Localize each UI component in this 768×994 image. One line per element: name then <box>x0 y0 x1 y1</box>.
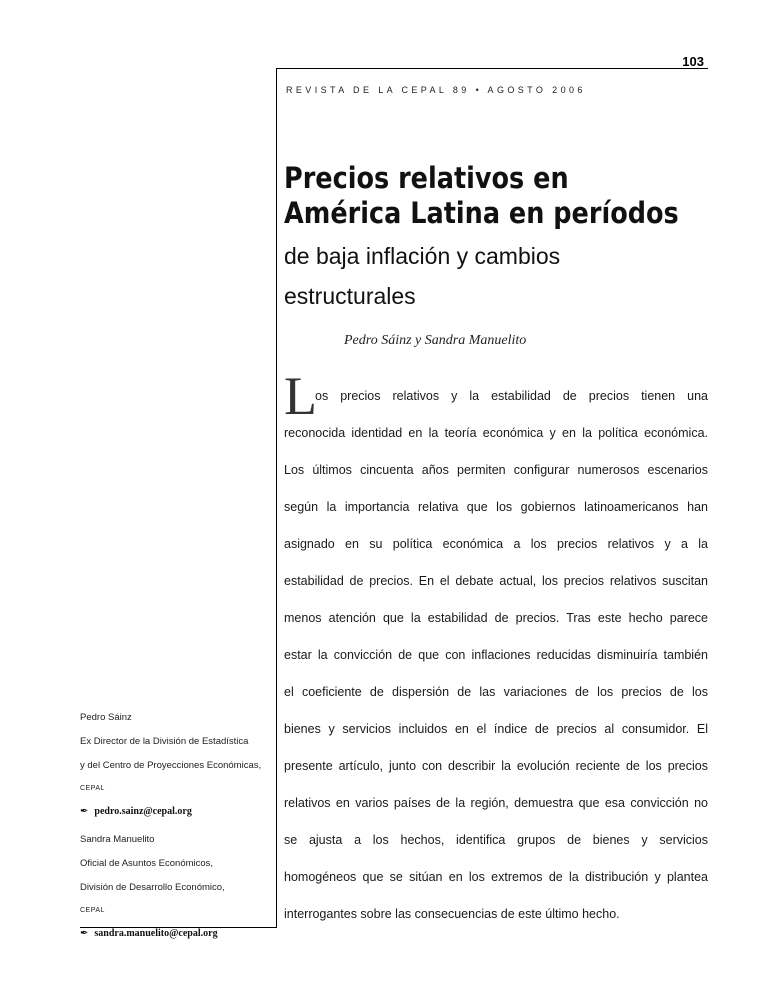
author-note-org: CEPAL <box>80 785 105 792</box>
abstract-line: asignado en su política económica a los precios relativos y a la <box>284 537 708 551</box>
author-note-name: Sandra Manuelito <box>80 834 155 845</box>
author-note-email[interactable] <box>80 806 192 817</box>
pen-icon: ✒ <box>80 928 89 939</box>
abstract-line: estar la convicción de que con inflaciones reducidas disminuiría también <box>284 648 708 662</box>
title-line-1: Precios relativos en <box>284 161 569 195</box>
abstract-line: se ajusta a los hechos, identifica grupos de bienes y servicios <box>284 833 708 847</box>
author-note-role: Ex Director de la División de Estadística <box>80 736 249 747</box>
page-number: 103 <box>682 54 704 69</box>
subtitle-line-1: de baja inflación y cambios <box>284 243 561 269</box>
pen-icon: ✒ <box>80 806 89 817</box>
email-link[interactable]: pedro.sainz@cepal.org <box>94 806 192 817</box>
author-note-org: CEPAL <box>80 907 105 914</box>
author-note-name: Pedro Sáinz <box>80 712 132 723</box>
abstract-line: os precios relativos y la estabilidad de precios tienen una <box>315 389 708 403</box>
author-note-role: División de Desarrollo Económico, <box>80 882 225 893</box>
article-subtitle <box>284 236 724 316</box>
abstract-line: interrogantes sobre las consecuencias de este último hecho. <box>284 907 620 921</box>
abstract-line: relativos en varios países de la región, demuestra que esa convicción no <box>284 796 708 810</box>
abstract-line: según la importancia relativa que los gobiernos latinoamericanos han <box>284 500 708 514</box>
abstract-line: el coeficiente de dispersión de las variaciones de los precios de los <box>284 685 708 699</box>
drop-cap: L <box>284 366 317 426</box>
abstract-line: bienes y servicios incluidos en el índice de precios al consumidor. El <box>284 722 708 736</box>
email-link[interactable]: sandra.manuelito@cepal.org <box>94 928 218 939</box>
author-note-role: Oficial de Asuntos Económicos, <box>80 858 214 869</box>
subtitle-line-2: estructurales <box>284 283 416 309</box>
journal-header: REVISTA DE LA CEPAL 89 • AGOSTO 2006 <box>286 85 586 95</box>
article-title <box>284 161 679 231</box>
title-line-2: América Latina en períodos <box>284 196 679 230</box>
abstract-line: Los últimos cincuenta años permiten configurar numerosos escenarios <box>284 463 708 477</box>
author-note-role: y del Centro de Proyecciones Económicas, <box>80 760 262 771</box>
abstract-line: presente artículo, junto con describir la evolución reciente de los precios <box>284 759 708 773</box>
vertical-rule <box>276 68 277 928</box>
abstract-line: menos atención que la estabilidad de precios. Tras este hecho parece <box>284 611 708 625</box>
abstract-line: estabilidad de precios. En el debate actual, los precios relativos suscitan <box>284 574 708 588</box>
abstract-line: reconocida identidad en la teoría económica y en la política económica. <box>284 426 708 440</box>
author-note-email[interactable] <box>80 928 218 939</box>
abstract-line: homogéneos que se sitúan en los extremos de la distribución y plantea <box>284 870 708 884</box>
article-authors: Pedro Sáinz y Sandra Manuelito <box>344 333 527 348</box>
top-rule <box>276 68 708 69</box>
